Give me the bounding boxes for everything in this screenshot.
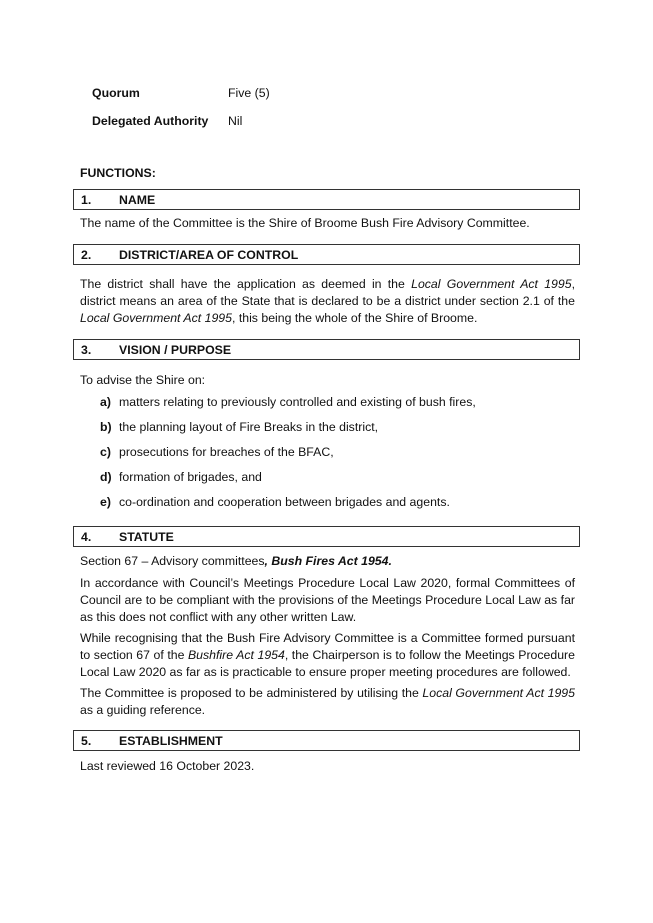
- section-number: 5.: [81, 734, 92, 748]
- section-header-statute: [73, 526, 580, 547]
- list-text: co-ordination and cooperation between brigades and agents.: [119, 495, 450, 509]
- statute-text: Section 67 – Advisory committees: [80, 554, 265, 568]
- statute-text: as a guiding reference.: [80, 703, 206, 717]
- section-number: 3.: [81, 343, 92, 357]
- list-text: formation of brigades, and: [119, 470, 262, 484]
- list-text: the planning layout of Fire Breaks in the district,: [119, 420, 379, 434]
- district-text: The district shall have the application as deemed in the: [80, 277, 412, 291]
- list-label: e): [100, 495, 111, 509]
- functions-heading: FUNCTIONS:: [80, 166, 156, 180]
- statute-paragraph-3: [80, 685, 575, 719]
- act-reference: , Bush Fires Act 1954.: [264, 554, 392, 568]
- act-reference: Local Government Act 1995: [422, 686, 575, 700]
- list-label: c): [100, 445, 111, 459]
- section-title: NAME: [119, 193, 156, 207]
- section-header-district: [73, 244, 580, 265]
- quorum-value: Five (5): [228, 86, 270, 100]
- statute-text: The Committee is proposed to be administered by utilising the: [80, 686, 423, 700]
- section-number: 2.: [81, 248, 92, 262]
- list-text: prosecutions for breaches of the BFAC,: [119, 445, 334, 459]
- district-text: , this being the whole of the Shire of Broome.: [231, 311, 478, 325]
- section-header-name: [73, 189, 580, 210]
- quorum-label: Quorum: [92, 86, 140, 100]
- section-header-establishment: [73, 730, 580, 751]
- list-label: b): [100, 420, 112, 434]
- district-text: , district means an area of the State that is declared to be a district under section 2.1 of the: [80, 277, 575, 308]
- establishment-paragraph: Last reviewed 16 October 2023.: [80, 759, 255, 773]
- name-paragraph: The name of the Committee is the Shire of Broome Bush Fire Advisory Committee.: [80, 216, 530, 230]
- section-number: 4.: [81, 530, 92, 544]
- list-label: d): [100, 470, 112, 484]
- delegated-authority-value: Nil: [228, 114, 243, 128]
- act-reference: Bushfire Act 1954: [187, 648, 285, 662]
- statute-reference: [80, 553, 575, 570]
- statute-text: While recognising that the Bush Fire Advisory Committee is a Committee formed pursuant to section 67 of the: [80, 631, 575, 662]
- purpose-intro: To advise the Shire on:: [80, 373, 206, 387]
- act-reference: Local Government Act 1995: [80, 311, 232, 325]
- act-reference: Local Government Act 1995: [411, 277, 572, 291]
- statute-paragraph-2: [80, 630, 575, 681]
- district-paragraph: [80, 276, 575, 327]
- section-title: VISION / PURPOSE: [119, 343, 232, 357]
- statute-text: , the Chairperson is to follow the Meetings Procedure Local Law 2020 as far as is practicable to ensure proper meeting procedures are followed.: [80, 648, 575, 679]
- list-text: matters relating to previously controlled and existing of bush fires,: [119, 395, 476, 409]
- section-number: 1.: [81, 193, 92, 207]
- section-header-purpose: [73, 339, 580, 360]
- statute-paragraph-1: In accordance with Council’s Meetings Procedure Local Law 2020, formal Committees of Council are to be compliant with the provisions of the Meetings Procedure Local Law as far as this does not conflict with any other written Law.: [80, 576, 575, 624]
- list-label: a): [100, 395, 111, 409]
- section-title: ESTABLISHMENT: [119, 734, 223, 748]
- section-title: DISTRICT/AREA OF CONTROL: [119, 248, 299, 262]
- section-title: STATUTE: [119, 530, 174, 544]
- delegated-authority-label: Delegated Authority: [92, 114, 209, 128]
